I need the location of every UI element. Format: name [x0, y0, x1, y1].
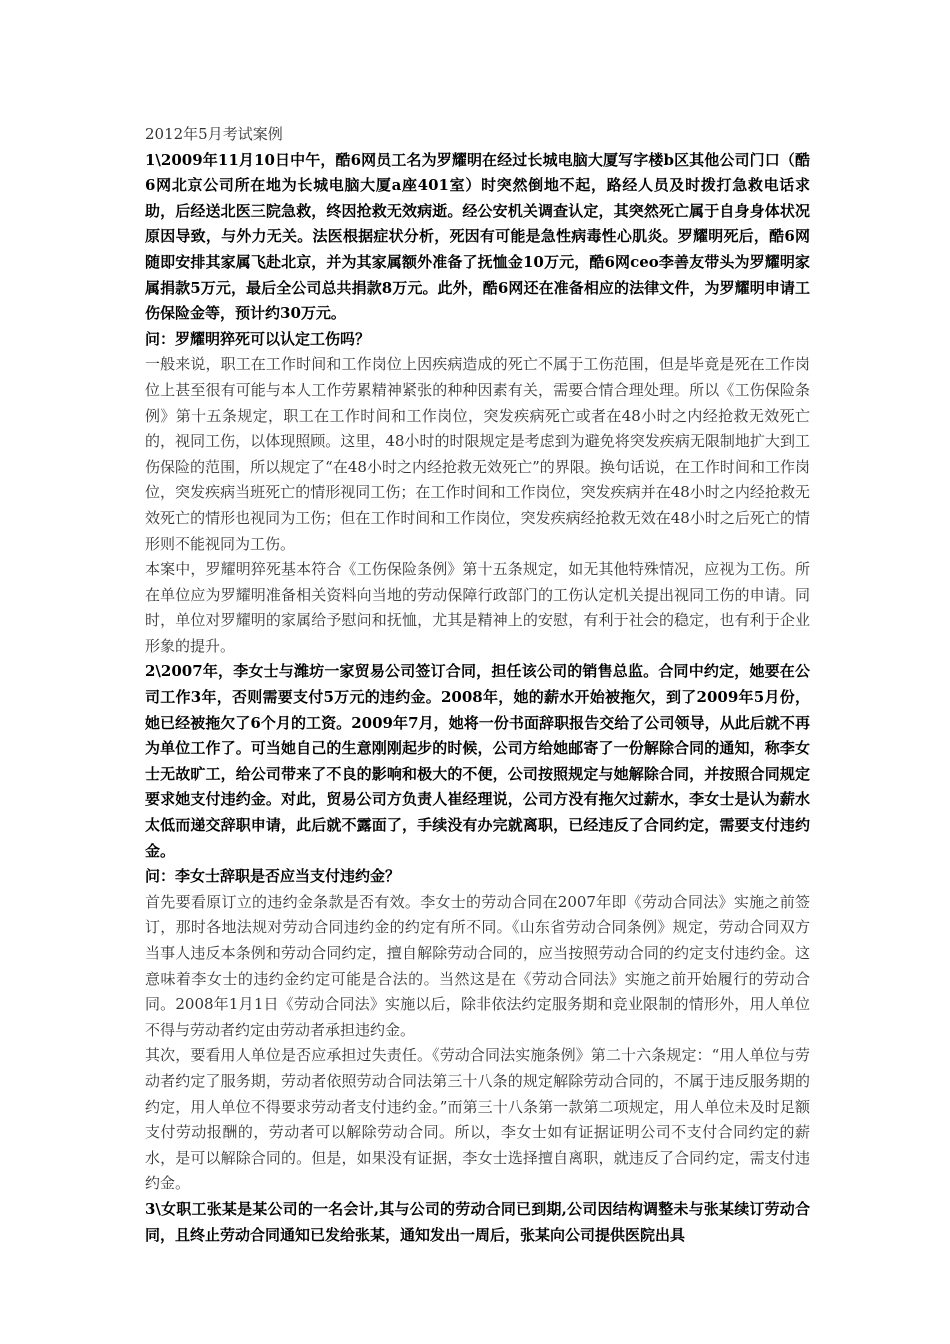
case1-question: 问：罗耀明猝死可以认定工伤吗？: [145, 329, 371, 348]
document-title: 2012年5月考试案例: [145, 125, 283, 143]
case2-answer-paragraph-1: 首先要看原订立的违约金条款是否有效。李女士的劳动合同在2007年即《劳动合同法》实施之前签订，那时各地法规对劳动合同违约金的约定有所不同。《山东省劳动合同条例》规定，劳动合同双方当事人违反本条例和劳动合同约定，擅自解除劳动合同的，应当按照劳动合同的约定支付违约金。这意味着李女士的违约金约定可能是合法的。当然这是在《劳动合同法》实施之前开始履行的劳动合同。2008年1月1日《劳动合同法》实施以后，除非依法约定服务期和竞业限制的情形外，用人单位不得与劳动者约定由劳动者承担违约金。: [145, 892, 810, 1039]
case2-answer-paragraph-2: 其次，要看用人单位是否应承担过失责任。《劳动合同法实施条例》第二十六条规定：“用人单位与劳动者约定了服务期，劳动者依照劳动合同法第三十八条的规定解除劳动合同的，不属于违反服务期的约定，用人单位不得要求劳动者支付违约金。”而第三十八条第一款第二项规定，用人单位未及时足额支付劳动报酬的，劳动者可以解除劳动合同。所以，李女士如有证据证明公司不支付合同约定的薪水，是可以解除合同的。但是，如果没有证据，李女士选择擅自离职，就违反了合同约定，需支付违约金。: [145, 1046, 810, 1193]
case3-facts: 3\女职工张某是某公司的一名会计,其与公司的劳动合同已到期,公司因结构调整未与张某续订劳动合同，且终止劳动合同通知已发给张某，通知发出一周后，张某向公司提供医院出具: [145, 1199, 810, 1244]
case2-question: 问：李女士辞职是否应当支付违约金？: [145, 867, 401, 886]
case1-facts: 1\2009年11月10日中午，酷6网员工名为罗耀明在经过长城电脑大厦写字楼b区其他公司门口（酷6网北京公司所在地为长城电脑大厦a座401室）时突然倒地不起，路经人员及时拨打急救电话求助，后经送北医三院急救，终因抢救无效病逝。经公安机关调查认定，其突然死亡属于自身身体状况原因导致，与外力无关。法医根据症状分析，死因有可能是急性病毒性心肌炎。罗耀明死后，酷6网随即安排其家属飞赴北京，并为其家属额外准备了抚恤金10万元，酷6网ceo李善友带头为罗耀明家属捐款5万元，最后全公司总共捐款8万元。此外，酷6网还在准备相应的法律文件，为罗耀明申请工伤保险金等，预计约30万元。: [145, 150, 810, 323]
document-page: [145, 122, 810, 1248]
case2-facts: 2\2007年，李女士与潍坊一家贸易公司签订合同，担任该公司的销售总监。合同中约定，她要在公司工作3年，否则需要支付5万元的违约金。2008年，她的薪水开始被拖欠，到了2009年5月份，她已经被拖欠了6个月的工资。2009年7月，她将一份书面辞职报告交给了公司领导，从此后就不再为单位工作了。可当她自己的生意刚刚起步的时候，公司方给她邮寄了一份解除合同的通知，称李女士无故旷工，给公司带来了不良的影响和极大的不便，公司按照规定与她解除合同，并按照合同规定要求她支付违约金。对此，贸易公司方负责人崔经理说，公司方没有拖欠过薪水，李女士是认为薪水太低而递交辞职申请，此后就不露面了，手续没有办完就离职，已经违反了合同约定，需要支付违约金。: [145, 662, 810, 860]
case1-answer-paragraph-2: 本案中，罗耀明猝死基本符合《工伤保险条例》第十五条规定，如无其他特殊情况，应视为工伤。所在单位应为罗耀明准备相关资料向当地的劳动保障行政部门的工伤认定机关提出视同工伤的申请。同时，单位对罗耀明的家属给予慰问和抚恤，尤其是精神上的安慰，有利于社会的稳定，也有利于企业形象的提升。: [145, 560, 810, 655]
case1-answer-paragraph-1: 一般来说，职工在工作时间和工作岗位上因疾病造成的死亡不属于工伤范围，但是毕竟是死在工作岗位上甚至很有可能与本人工作劳累精神紧张的种种因素有关，需要合情合理处理。所以《工伤保险条例》第十五条规定，职工在工作时间和工作岗位，突发疾病死亡或者在48小时之内经抢救无效死亡的，视同工伤，以体现照顾。这里，48小时的时限规定是考虑到为避免将突发疾病无限制地扩大到工伤保险的范围，所以规定了“在48小时之内经抢救无效死亡”的界限。换句话说，在工作时间和工作岗位，突发疾病当班死亡的情形视同工伤；在工作时间和工作岗位，突发疾病并在48小时之内经抢救无效死亡的情形也视同为工伤；但在工作时间和工作岗位，突发疾病经抢救无效在48小时之后死亡的情形则不能视同为工伤。: [145, 355, 810, 553]
